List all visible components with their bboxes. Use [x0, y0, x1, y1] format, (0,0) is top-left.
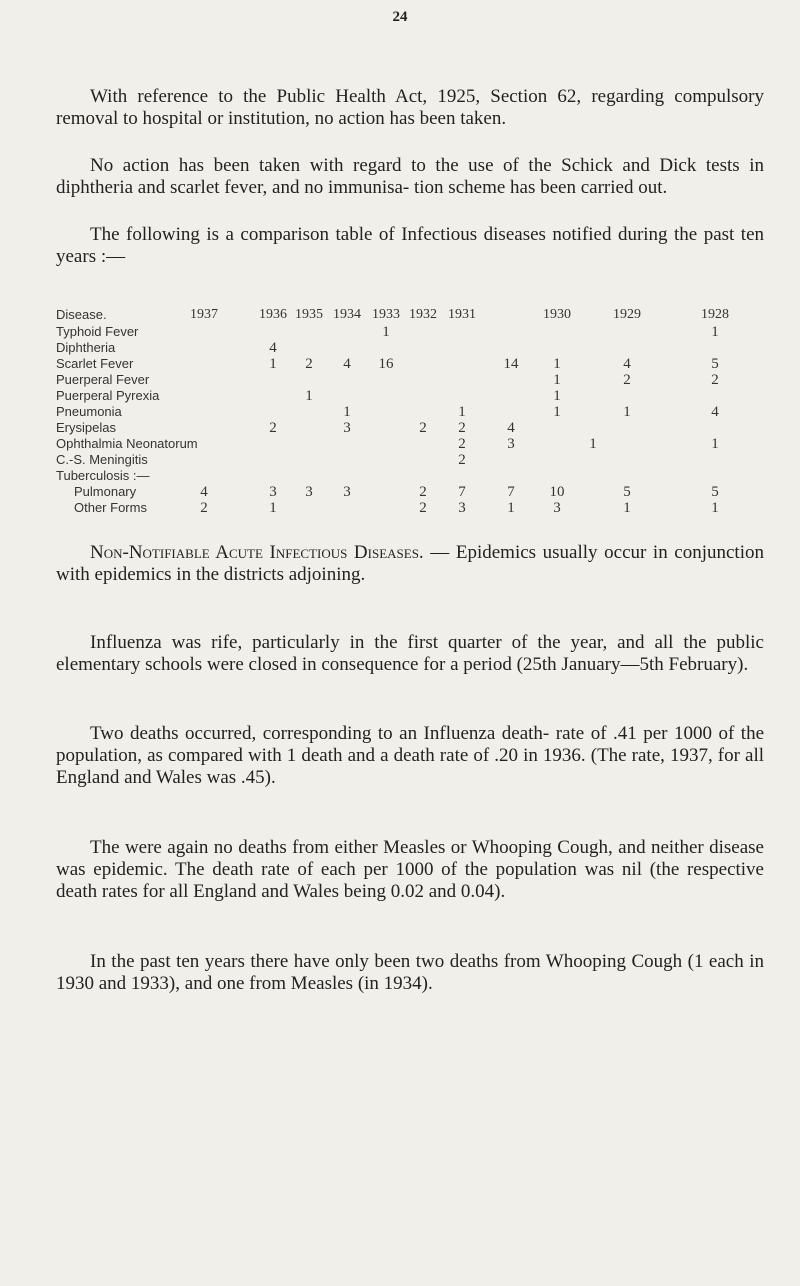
- table-cell: 1: [458, 404, 466, 420]
- table-row-puerperal-fever: [56, 372, 766, 388]
- table-cell: 3: [305, 484, 313, 500]
- header-year: 1931: [448, 307, 476, 322]
- table-cell: 2: [419, 420, 427, 436]
- infectious-diseases-table: [56, 307, 766, 516]
- header-year: 1936: [259, 307, 287, 322]
- table-cell: 1: [553, 372, 561, 388]
- header-year: 1934: [333, 307, 361, 322]
- table-cell: 1: [269, 500, 277, 516]
- table-cell: 1: [711, 436, 719, 452]
- non-notifiable-text: — Epidemics usually occur in conjunction with epidemics in the districts adjoining.: [56, 542, 764, 585]
- table-cell: 1: [269, 356, 277, 372]
- row-label: Typhoid Fever: [56, 324, 139, 339]
- table-cell: 4: [711, 404, 719, 420]
- table-header-row: [56, 307, 766, 324]
- row-label: Puerperal Pyrexia: [56, 388, 160, 403]
- table-cell: 14: [503, 356, 519, 372]
- row-label: Scarlet Fever: [56, 356, 134, 371]
- table-cell: 3: [507, 436, 515, 452]
- table-cell: 2: [269, 420, 277, 436]
- table-cell: 2: [711, 372, 719, 388]
- table-cell: 1: [623, 500, 631, 516]
- table-cell: 2: [458, 452, 466, 468]
- paragraph-ten-year-deaths: In the past ten years there have only been two deaths from Whooping Cough (1 each in 1930 and 1933), and one from Measles (in 1934).: [56, 951, 764, 994]
- table-row-other-forms: [56, 500, 766, 516]
- row-label: Puerperal Fever: [56, 372, 150, 387]
- row-label: Diphtheria: [56, 340, 116, 355]
- table-cell: 7: [458, 484, 466, 500]
- table-row-tuberculosis: [56, 468, 766, 484]
- table-cell: 2: [200, 500, 208, 516]
- table-cell: 16: [378, 356, 394, 372]
- paragraph-schick-dick-tests: No action has been taken with regard to the use of the Schick and Dick tests in diphtheria and scarlet fever, and no immunisa- tion scheme has been carried out.: [56, 155, 764, 198]
- header-year: 1928: [701, 307, 729, 322]
- table-cell: 3: [269, 484, 277, 500]
- table-cell: 1: [553, 404, 561, 420]
- table-row-scarlet-fever: [56, 356, 766, 372]
- table-cell: 1: [711, 500, 719, 516]
- row-label: Pneumonia: [56, 404, 122, 419]
- table-cell: 3: [343, 484, 351, 500]
- table-cell: 1: [553, 356, 561, 372]
- table-cell: 1: [343, 404, 351, 420]
- header-year: 1929: [613, 307, 641, 322]
- header-year: 1937: [190, 307, 218, 322]
- header-disease: Disease.: [56, 307, 107, 322]
- table-cell: 2: [458, 436, 466, 452]
- table-cell: 4: [343, 356, 351, 372]
- table-cell: 10: [549, 484, 565, 500]
- table-cell: 1: [553, 388, 561, 404]
- table-cell: 5: [711, 484, 719, 500]
- section-heading-non-notifiable: Non-Notifiable Acute Infectious Diseases.: [90, 542, 424, 563]
- paragraph-measles-whooping-cough: The were again no deaths from either Measles or Whooping Cough, and neither disease was epidemic. The death rate of each per 1000 of the population was nil (the respective death rates for all England and Wales being 0.02 and 0.04).: [56, 837, 764, 902]
- header-year: 1933: [372, 307, 400, 322]
- table-row-ophthalmia: [56, 436, 766, 452]
- table-cell: 1: [623, 404, 631, 420]
- table-row-puerperal-pyrexia: [56, 388, 766, 404]
- paragraph-influenza-deaths: Two deaths occurred, corresponding to an Influenza death- rate of .41 per 1000 of the population, as compared with 1 death and a death rate of .20 in 1936. (The rate, 1937, for all England and Wales was .45).: [56, 723, 764, 788]
- table-cell: 1: [507, 500, 515, 516]
- table-row-meningitis: [56, 452, 766, 468]
- table-cell: 5: [623, 484, 631, 500]
- table-cell: 1: [305, 388, 313, 404]
- table-row-diphtheria: [56, 340, 766, 356]
- table-cell: 3: [553, 500, 561, 516]
- page-number: 24: [392, 9, 408, 25]
- table-cell: 3: [343, 420, 351, 436]
- paragraph-influenza: Influenza was rife, particularly in the first quarter of the year, and all the public elementary schools were closed in consequence for a period (25th January—5th February).: [56, 632, 764, 675]
- header-year: 1930: [543, 307, 571, 322]
- table-cell: 5: [711, 356, 719, 372]
- row-label: Pulmonary: [74, 484, 137, 499]
- table-cell: 4: [269, 340, 277, 356]
- header-year: 1932: [409, 307, 437, 322]
- table-cell: 4: [623, 356, 631, 372]
- paragraph-non-notifiable: [56, 542, 764, 586]
- table-cell: 2: [305, 356, 313, 372]
- table-cell: 7: [507, 484, 515, 500]
- row-label: Ophthalmia Neonatorum: [56, 436, 198, 451]
- table-row-typhoid: [56, 324, 766, 340]
- table-cell: 2: [419, 500, 427, 516]
- table-cell: 1: [589, 436, 597, 452]
- table-cell: 2: [623, 372, 631, 388]
- table-cell: 4: [507, 420, 515, 436]
- table-cell: 4: [200, 484, 208, 500]
- table-cell: 2: [419, 484, 427, 500]
- table-row-pulmonary: [56, 484, 766, 500]
- paragraph-comparison-intro: The following is a comparison table of Infectious diseases notified during the past ten years :—: [56, 224, 764, 267]
- row-label: Erysipelas: [56, 420, 116, 435]
- row-label: C.-S. Meningitis: [56, 452, 148, 467]
- table-cell: 2: [458, 420, 466, 436]
- table-row-pneumonia: [56, 404, 766, 420]
- table-row-erysipelas: [56, 420, 766, 436]
- table-cell: 1: [382, 324, 390, 340]
- header-year: 1935: [295, 307, 323, 322]
- paragraph-public-health-act: With reference to the Public Health Act, 1925, Section 62, regarding compulsory removal to hospital or institution, no action has been taken.: [56, 86, 764, 129]
- table-cell: 1: [711, 324, 719, 340]
- table-cell: 3: [458, 500, 466, 516]
- row-label: Other Forms: [74, 500, 147, 515]
- row-label: Tuberculosis :—: [56, 468, 150, 483]
